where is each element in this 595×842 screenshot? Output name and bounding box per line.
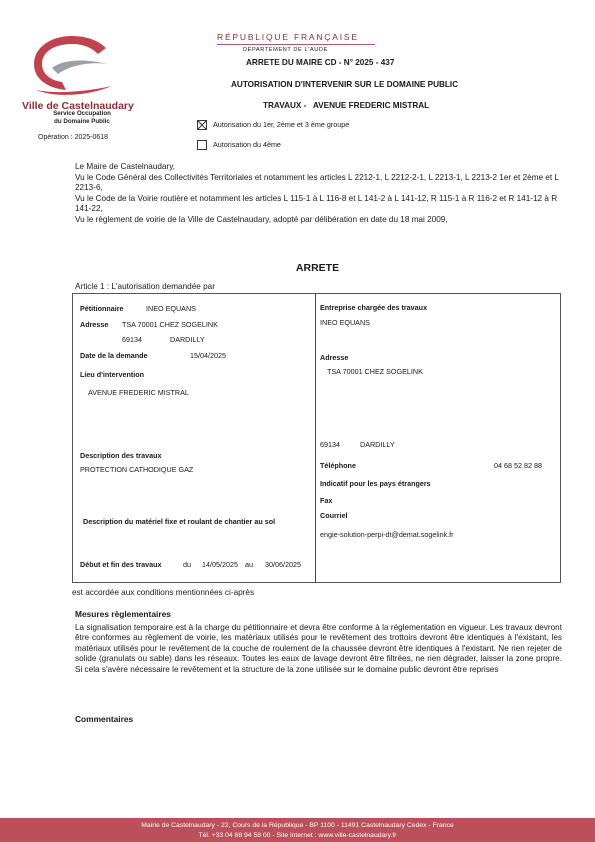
preamble (75, 162, 562, 225)
footer-address: Mairie de Castelnaudary - 22, Cours de la République - BP 1100 - 11491 Castelnaudary Cedex - France (141, 822, 454, 829)
debut-fin-label: Début et fin des travaux (80, 560, 162, 569)
footer-contact: Tél. +33 04 68 94 58 00 - Site internet : www.ville-castelnaudary.fr (198, 832, 397, 839)
service-line-2: du Domaine Public (54, 118, 110, 125)
header-divider (217, 44, 375, 45)
telephone-value: 04 68 52 82 88 (494, 461, 542, 470)
lieu-value: AVENUE FREDERIC MISTRAL (88, 388, 189, 397)
travaux-title: TRAVAUX - AVENUE FREDERIC MISTRAL (263, 101, 430, 110)
entreprise-adresse-label: Adresse (320, 353, 349, 362)
preamble-line: Vu le Code Général des Collectivités Territoriales et notamment les articles L 2212-1, L 2212-2-1, L 2213-1, L 2213-2 1er et 2ème et L 2213-6, (75, 172, 559, 192)
entreprise-adresse-value: TSA 70001 CHEZ SOGELINK (327, 367, 423, 376)
arrete-number: ARRETE DU MAIRE CD - N° 2025 - 437 (246, 58, 395, 67)
form-divider (315, 293, 316, 583)
service-line-1: Service Occupation (53, 110, 111, 117)
checkbox-label-groupe-4: Autorisation du 4ème (213, 140, 281, 149)
commentaires-heading: Commentaires (75, 714, 134, 724)
description-value: PROTECTION CATHODIQUE GAZ (80, 465, 194, 474)
materiel-label: Description du matériel fixe et roulant de chantier au sol (83, 517, 276, 526)
accordee-text: est accordée aux conditions mentionnées ci-après (72, 588, 255, 597)
adresse-label: Adresse (80, 320, 109, 329)
description-label: Description des travaux (80, 451, 162, 460)
operation-number: Opération : 2025-0618 (38, 134, 109, 141)
code-postal: 69134 (122, 335, 142, 344)
departement: DÉPARTEMENT DE L'AUDE (243, 47, 328, 53)
indicatif-label: Indicatif pour les pays étrangers (320, 479, 431, 488)
arrete-heading: ARRETE (295, 262, 340, 274)
request-form-box (72, 293, 561, 583)
date-demande-value: 15/04/2025 (190, 351, 226, 360)
footer (0, 818, 595, 842)
courriel-label: Courriel (320, 511, 348, 520)
adresse-value: TSA 70001 CHEZ SOGELINK (122, 320, 218, 329)
telephone-label: Téléphone (320, 461, 356, 470)
petitionnaire-value: INEO EQUANS (146, 304, 196, 313)
article-1: Article 1 : L'autorisation demandée par (75, 282, 215, 291)
du-label: du (183, 560, 191, 569)
preamble-line: Vu le Code de la Voirie routière et notamment les articles L 115-1 à L 116-8 et L 141-2 à L 141-12, R 115-1 à R 116-2 et R 141-12 à R 141-22, (75, 193, 558, 213)
entreprise-label: Entreprise chargée des travaux (320, 303, 428, 312)
checkbox-label-groupe-1-2-3: Autorisation du 1er, 2ème et 3 ème groupe (213, 120, 350, 129)
ville: DARDILLY (170, 335, 205, 344)
au-label: au (245, 560, 253, 569)
date-fin: 30/06/2025 (265, 560, 301, 569)
date-demande-label: Date de la demande (80, 351, 148, 360)
checkbox-groupe-1-2-3[interactable] (197, 120, 207, 130)
autorisation-title: AUTORISATION D'INTERVENIR SUR LE DOMAINE PUBLIC (231, 80, 459, 89)
entreprise-code-postal: 69134 (320, 440, 340, 449)
fax-label: Fax (320, 496, 333, 505)
mesures-heading: Mesures règlementaires (75, 609, 171, 619)
mesures-text: La signalisation temporaire est à la charge du pétitionnaire et devra être conforme à la réglementation en vigueur. Les travaux devront être conformes au règlement de voirie, les matériaux utilisés pour le revêtement des trottoirs devront être identiques à l'existant, les matériaux utilisés pour le revêtement de la couche de roulement de la chaussée devront être identiques à l'existant. Ne rien rejeter de solide (granulats ou sable) dans les réseaux. Toutes les eaux de lavage devront être filtrées, ne rien dégrader, laisser la zone propre. Si cela s'avère nécessaire le revêtement et la structure de la zone utilisée sur le domaine public devront être reprises (75, 623, 562, 674)
entreprise-value: INEO EQUANS (320, 318, 370, 327)
courriel-value: engie-solution-perpi-dt@demat.sogelink.fr (320, 530, 454, 539)
petitionnaire-label: Pétitionnaire (80, 304, 124, 313)
logo-city-name: Ville de Castelnaudary (22, 100, 134, 112)
city-logo (22, 30, 122, 100)
entreprise-ville: DARDILLY (360, 440, 395, 449)
checkbox-groupe-4[interactable] (197, 140, 207, 150)
service-name (47, 110, 117, 126)
preamble-line: Le Maire de Castelnaudary, (75, 162, 175, 171)
date-debut: 14/05/2025 (202, 560, 238, 569)
preamble-line: Vu le règlement de voirie de la Ville de Castelnaudary, adopté par délibération en date du 18 mai 2009, (75, 214, 448, 224)
lieu-label: Lieu d'intervention (80, 370, 145, 379)
republique-title: RÉPUBLIQUE FRANÇAISE (217, 32, 359, 42)
check-mark-icon (198, 121, 206, 129)
